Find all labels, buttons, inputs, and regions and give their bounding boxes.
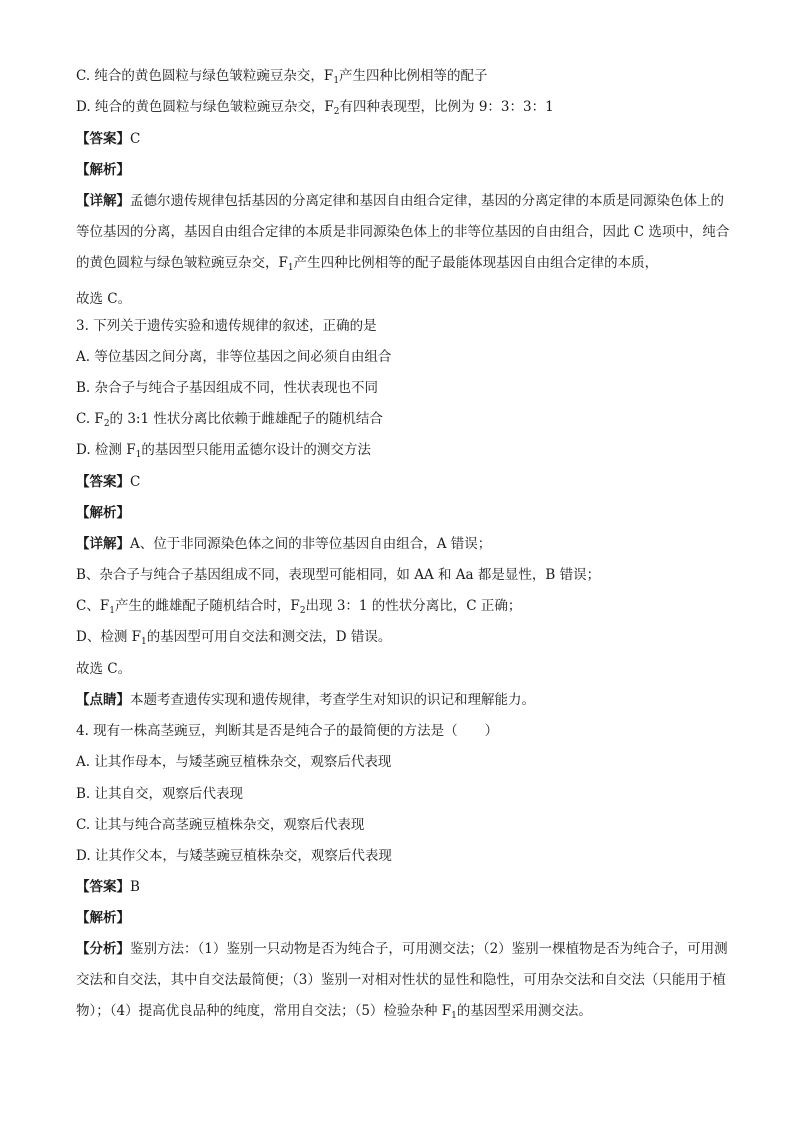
q3-option-d xyxy=(76,440,734,465)
q2-option-d-text-end: 有四种表现型，比例为 9：3：3：1 xyxy=(339,99,554,115)
analysis-tag: 【解析】 xyxy=(76,910,130,926)
q2-option-d-subscript: 2 xyxy=(333,107,340,117)
q2-option-c xyxy=(76,66,734,91)
q3-option-d-subscript: 1 xyxy=(135,450,142,460)
q2-option-c-text: C. 纯合的黄色圆粒与绿色皱粒豌豆杂交，F xyxy=(76,68,334,84)
q3-detail-d-subscript: 1 xyxy=(140,637,147,647)
q4-option-d: D. 让其作父本，与矮茎豌豆植株杂交，观察后代表现 xyxy=(76,848,392,864)
q2-detail xyxy=(76,186,734,315)
analysis-tag: 【解析】 xyxy=(76,505,130,521)
q3-answer xyxy=(76,472,734,492)
q3-comment-text: 本题考查遗传实现和遗传规律，考查学生对知识的识记和理解能力。 xyxy=(130,692,535,708)
q4-option-a: A. 让其作母本，与矮茎豌豆植株杂交，观察后代表现 xyxy=(76,754,392,770)
q2-detail-text-end: 产生四种比例相等的配子最能体现基因自由组合定律的本质， xyxy=(293,255,659,271)
q4-analysis-subscript: 1 xyxy=(451,1011,457,1021)
q2-option-d xyxy=(76,97,734,122)
q4-stem: 4. 现有一株高茎豌豆，判断其是否是纯合子的最简便的方法是（ ） xyxy=(76,723,499,739)
detail-tag: 【详解】 xyxy=(76,193,130,209)
q4-option-c: C. 让其与纯合高茎豌豆植株杂交，观察后代表现 xyxy=(76,817,365,833)
q3-detail-d-text: D、检测 F xyxy=(76,629,141,645)
answer-value: C xyxy=(130,474,141,490)
q3-option-d-text-end: 的基因型只能用孟德尔设计的测交方法 xyxy=(141,442,371,458)
q3-detail-d-text-end: 的基因型可用自交法和测交法，D 错误。 xyxy=(146,629,392,645)
answer-tag: 【答案】 xyxy=(76,879,130,895)
q3-analysis-label xyxy=(76,503,734,523)
answer-value: C xyxy=(130,131,141,147)
q3-option-c-text: C. F xyxy=(76,411,104,427)
q3-stem: 3. 下列关于遗传实验和遗传规律的叙述，正确的是 xyxy=(76,318,377,334)
q3-detail-a-text: A、位于非同源染色体之间的非等位基因自由组合，A 错误； xyxy=(130,536,492,552)
q3-detail-c-text: C、F xyxy=(76,598,110,614)
q2-detail-text: 孟德尔遗传规律包括基因的分离定律和基因自由组合定律，基因的分离定律的本质是同源染色体上的等位基因的分离，基因自由组合定律的本质是非同源染色体上的非等位基因的自由组合，因此 C 选项中，纯合的黄色圆粒与绿色皱粒豌豆杂交，F xyxy=(76,193,730,271)
q3-option-d-text: D. 检测 F xyxy=(76,442,136,458)
q2-answer xyxy=(76,129,734,149)
q3-comment xyxy=(76,690,734,710)
q2-option-c-subscript: 1 xyxy=(333,76,340,86)
q3-detail-conclusion: 故选 C。 xyxy=(76,661,132,677)
q2-analysis-label xyxy=(76,160,734,180)
q3-detail-c-text-mid: 产生的雌雄配子随机结合时，F xyxy=(114,598,300,614)
q4-analysis-label xyxy=(76,908,734,928)
q3-option-b: B. 杂合子与纯合子基因组成不同，性状表现也不同 xyxy=(76,380,379,396)
q2-option-c-text-end: 产生四种比例相等的配子 xyxy=(339,68,488,84)
q2-option-d-text: D. 纯合的黄色圆粒与绿色皱粒豌豆杂交，F xyxy=(76,99,334,115)
answer-tag: 【答案】 xyxy=(76,474,130,490)
answer-value: B xyxy=(130,879,140,895)
detail-tag: 【详解】 xyxy=(76,536,130,552)
q3-option-c-text-end: 的 3:1 性状分离比依赖于雌雄配子的随机结合 xyxy=(109,411,383,427)
q4-analysis xyxy=(76,934,734,1032)
q3-detail-c-subscript-1: 1 xyxy=(109,606,115,616)
q4-analysis-text: 鉴别方法：（1）鉴别一只动物是否为纯合子，可用测交法；（2）鉴别一棵植物是否为纯合子，可用测交法和自交法，其中自交法最简便；（3）鉴别一对相对性状的显性和隐性，可用杂交法和自交法（只能用于植物）；（4）提高优良品种的纯度，常用自交法；（5）检验杂种 F xyxy=(76,941,728,1019)
q3-option-a: A. 等位基因之间分离，非等位基因之间必须自由组合 xyxy=(76,349,392,365)
q4-analysis-text-end: 的基因型采用测交法。 xyxy=(456,1003,592,1019)
analysis-tag: 【解析】 xyxy=(76,162,130,178)
q2-detail-subscript: 1 xyxy=(287,263,294,273)
q3-detail-a xyxy=(76,534,734,554)
q3-detail-c-text-end: 出现 3：1 的性状分离比，C 正确； xyxy=(305,598,522,614)
q3-detail-c xyxy=(76,596,734,621)
answer-tag: 【答案】 xyxy=(76,131,130,147)
analysis-section-tag: 【分析】 xyxy=(76,941,130,957)
q3-option-c xyxy=(76,409,734,434)
comment-tag: 【点睛】 xyxy=(76,692,130,708)
q4-option-b: B. 让其自交，观察后代表现 xyxy=(76,786,244,802)
q3-detail-c-subscript-2: 2 xyxy=(299,606,306,616)
q3-detail-b: B、杂合子与纯合子基因组成不同，表现型可能相同，如 AA 和 Aa 都是显性，B 错误； xyxy=(76,567,601,583)
q2-detail-conclusion: 故选 C。 xyxy=(76,291,132,307)
q3-detail-d xyxy=(76,627,734,652)
q4-answer xyxy=(76,877,734,897)
q3-option-c-subscript: 2 xyxy=(103,419,110,429)
